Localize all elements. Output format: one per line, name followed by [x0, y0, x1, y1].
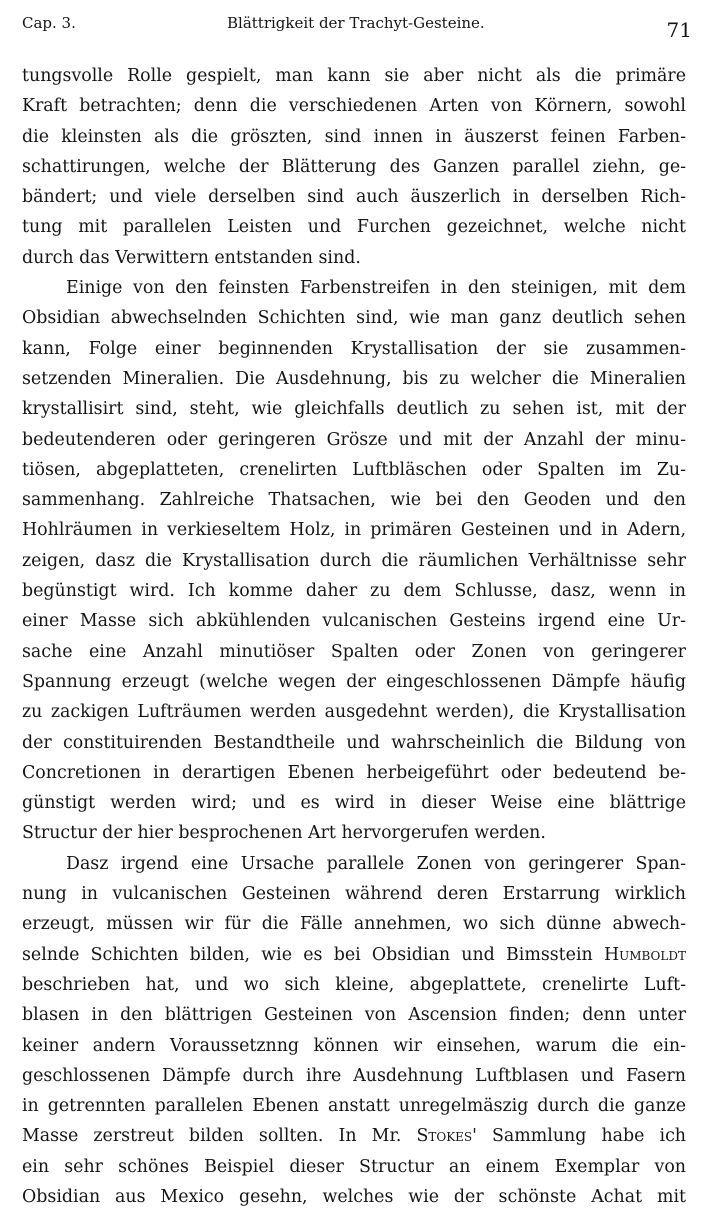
text-line: erzeugt, müssen wir für die Fälle annehmen, wo sich dünne abwech- — [22, 914, 686, 935]
page-number: 71 — [666, 18, 692, 42]
text-line: Obsidian aus Mexico gesehn, welches wie der schönste Achat mit — [22, 1186, 686, 1207]
text-line: krystallisirt sind, steht, wie gleichfalls deutlich zu sehen ist, mit der — [22, 399, 686, 420]
body-text — [22, 61, 686, 1212]
text-line: zeigen, dasz die Krystallisation durch die räumlichen Verhältnisse sehr — [22, 550, 686, 571]
chapter-label: Cap. 3. — [22, 14, 76, 32]
text-line: blasen in den blättrigen Gesteinen von Ascension finden; denn unter — [22, 1005, 686, 1026]
text-line: die kleinsten als die gröszten, sind innen in äuszerst feinen Farben- — [22, 126, 686, 147]
author-name-stokes: Stokes — [416, 1126, 473, 1147]
text-line: sache eine Anzahl minutiöser Spalten oder Zonen von geringerer — [22, 641, 686, 662]
text-line: Kraft betrachten; denn die verschiedenen Arten von Körnern, sowohl — [22, 96, 686, 117]
text-line: bändert; und viele derselben sind auch äuszerlich in derselben Rich- — [22, 187, 686, 208]
text-line: Hohlräumen in verkieseltem Holz, in primären Gesteinen und in Adern, — [22, 520, 686, 541]
paragraph-start-line: Dasz irgend eine Ursache parallele Zonen von geringerer Span- — [66, 853, 686, 874]
paragraph-start-line: Einige von den feinsten Farbenstreifen in den steinigen, mit dem — [66, 278, 686, 299]
text-line: keiner andern Voraussetznng können wir einsehen, warum die ein- — [22, 1035, 686, 1056]
text-line: kann, Folge einer beginnenden Krystallisation der sie zusammen- — [22, 338, 686, 359]
text-line: der constituirenden Bestandtheile und wahrscheinlich die Bildung von — [22, 732, 686, 753]
text-line: bedeutenderen oder geringeren Grösze und mit der Anzahl der minu- — [22, 429, 686, 450]
text-line: schattirungen, welche der Blätterung des Ganzen parallel ziehn, ge- — [22, 156, 686, 177]
text-line: tung mit parallelen Leisten und Furchen gezeichnet, welche nicht — [22, 217, 686, 238]
text-line: in getrennten parallelen Ebenen anstatt unregelmäszig durch die ganze — [22, 1096, 686, 1117]
author-name-humboldt: Humboldt — [603, 944, 686, 965]
running-header — [22, 10, 692, 40]
text-line: begünstigt wird. Ich komme daher zu dem Schlusse, dasz, wenn in — [22, 581, 686, 602]
text-line: einer Masse sich abkühlenden vulcanischen Gesteins irgend eine Ur- — [22, 611, 686, 632]
text-line: Masse zerstreut bilden sollten. In Mr. Stokes' Sammlung habe ich — [22, 1126, 686, 1147]
running-title: Blättrigkeit der Trachyt-Gesteine. — [227, 14, 485, 32]
text-line: Obsidian abwechselnden Schichten sind, wie man ganz deutlich sehen — [22, 308, 686, 329]
text-line: Spannung erzeugt (welche wegen der eingeschlossenen Dämpfe häufig — [22, 671, 686, 692]
text-line: sammenhang. Zahlreiche Thatsachen, wie bei den Geoden und den — [22, 490, 686, 511]
text-line: nung in vulcanischen Gesteinen während deren Erstarrung wirklich — [22, 884, 686, 905]
text-line: tiösen, abgeplatteten, crenelirten Luftbläschen oder Spalten im Zu- — [22, 459, 686, 480]
text-line: geschlossenen Dämpfe durch ihre Ausdehnung Luftblasen und Fasern — [22, 1065, 686, 1086]
text-line: günstigt werden wird; und es wird in dieser Weise eine blättrige — [22, 793, 686, 814]
text-line: tungsvolle Rolle gespielt, man kann sie aber nicht als die primäre — [22, 66, 686, 86]
text-line: Structur der hier besprochenen Art hervorgerufen werden. — [22, 823, 546, 844]
text-line: setzenden Mineralien. Die Ausdehnung, bis zu welcher die Mineralien — [22, 368, 686, 389]
text-line: durch das Verwittern entstanden sind. — [22, 247, 361, 268]
text-line: selnde Schichten bilden, wie es bei Obsidian und Bimsstein Humboldt — [22, 944, 686, 965]
text-line: Concretionen in derartigen Ebenen herbeigeführt oder bedeutend be- — [22, 762, 686, 783]
text-line: beschrieben hat, und wo sich kleine, abgeplattete, crenelirte Luft- — [22, 974, 686, 995]
text-line: ein sehr schönes Beispiel dieser Structur an einem Exemplar von — [22, 1156, 686, 1177]
text-line: zu zackigen Lufträumen werden ausgedehnt werden), die Krystallisation — [22, 702, 686, 723]
